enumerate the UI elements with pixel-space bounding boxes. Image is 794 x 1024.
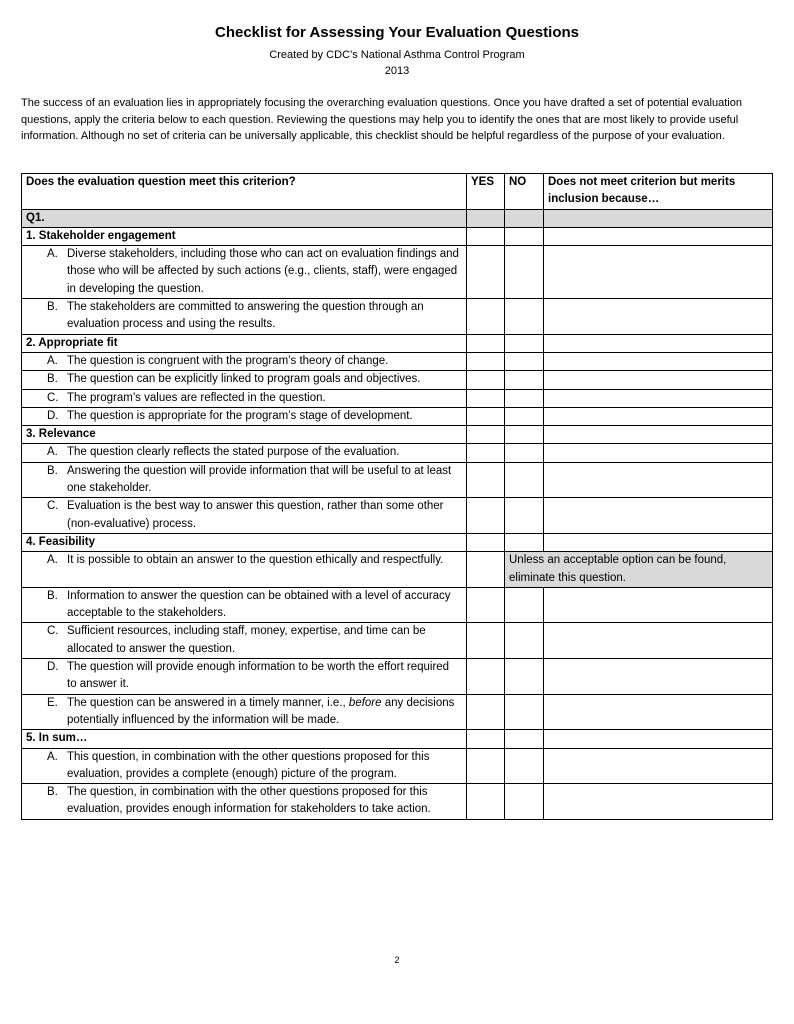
- criterion-text: Evaluation is the best way to answer this question, rather than some other (non-evaluative) process.: [67, 500, 444, 530]
- yes-checkbox-cell[interactable]: [467, 462, 505, 498]
- category-row: [22, 533, 773, 551]
- merits-input-cell[interactable]: [544, 623, 773, 659]
- criterion-row: [22, 444, 773, 462]
- criterion-letter: D.: [47, 661, 59, 674]
- criterion-letter: C.: [47, 500, 59, 513]
- header-criterion: Does the evaluation question meet this criterion?: [22, 174, 467, 210]
- criterion-text: Answering the question will provide information that will be useful to at least one stakeholder.: [67, 464, 452, 495]
- criterion-text: Information to answer the question can be obtained with a level of accuracy acceptable to the stakeholders.: [67, 589, 451, 620]
- category-yes-cell: [467, 334, 505, 352]
- criterion-row: [22, 498, 773, 534]
- yes-checkbox-cell[interactable]: [467, 444, 505, 462]
- merits-input-cell[interactable]: [544, 352, 773, 370]
- table-header-row: [22, 174, 773, 210]
- category-yes-cell: [467, 227, 505, 245]
- criterion-letter: A.: [47, 248, 58, 261]
- criterion-row: [22, 352, 773, 370]
- criterion-cell: [22, 623, 467, 659]
- no-checkbox-cell[interactable]: [505, 659, 544, 695]
- no-checkbox-cell[interactable]: [505, 352, 544, 370]
- criterion-text: It is possible to obtain an answer to the question ethically and respectfully.: [67, 554, 444, 567]
- no-checkbox-cell[interactable]: [505, 444, 544, 462]
- criterion-text: The question, in combination with the other questions proposed for this evaluation, provides enough information for stakeholders to take action.: [67, 786, 431, 816]
- page-title: Checklist for Assessing Your Evaluation Questions: [215, 24, 579, 41]
- category-title: 2. Appropriate fit: [22, 334, 467, 352]
- category-merits-cell: [544, 334, 773, 352]
- criterion-row: [22, 389, 773, 407]
- criterion-cell: [22, 587, 467, 623]
- category-title: 1. Stakeholder engagement: [22, 227, 467, 245]
- criterion-row: [22, 371, 773, 389]
- criterion-letter: A.: [47, 750, 58, 763]
- criterion-letter: B.: [47, 464, 58, 477]
- yes-checkbox-cell[interactable]: [467, 552, 505, 588]
- page-subtitle: Created by CDC’s National Asthma Control Program: [269, 49, 525, 61]
- category-no-cell: [505, 426, 544, 444]
- question-no-cell: [505, 209, 544, 227]
- criterion-row: [22, 299, 773, 335]
- criterion-text-part: The question can be answered in a timely manner, i.e.,: [67, 696, 349, 709]
- no-checkbox-cell[interactable]: [505, 462, 544, 498]
- criterion-letter: A.: [47, 354, 58, 367]
- criterion-cell: [22, 748, 467, 784]
- no-checkbox-cell[interactable]: [505, 246, 544, 299]
- criterion-text: [67, 695, 460, 730]
- criterion-text: The question will provide enough information to be worth the effort required to answer it.: [67, 661, 450, 691]
- criterion-cell: [22, 389, 467, 407]
- criterion-text: Diverse stakeholders, including those who can act on evaluation findings and those who will be affected by such actions (e.g., clients, staff), were engaged in developing the question.: [67, 248, 459, 295]
- category-row: [22, 334, 773, 352]
- no-checkbox-cell[interactable]: [505, 371, 544, 389]
- criterion-text-part: any decisions potentially influenced by the information will be made.: [67, 696, 455, 726]
- merits-input-cell[interactable]: [544, 784, 773, 820]
- criterion-letter: A.: [47, 446, 58, 459]
- criterion-text: This question, in combination with the other questions proposed for this evaluation, provides a complete (enough) picture of the program.: [67, 750, 430, 780]
- yes-checkbox-cell[interactable]: [467, 352, 505, 370]
- criterion-cell: [22, 659, 467, 695]
- yes-checkbox-cell[interactable]: [467, 748, 505, 784]
- merits-input-cell[interactable]: [544, 407, 773, 425]
- category-merits-cell: [544, 730, 773, 748]
- criterion-letter: B.: [47, 589, 58, 602]
- yes-checkbox-cell[interactable]: [467, 389, 505, 407]
- criterion-text: The stakeholders are committed to answering the question through an evaluation process and using the results.: [67, 301, 424, 331]
- yes-checkbox-cell[interactable]: [467, 694, 505, 730]
- criterion-cell: [22, 299, 467, 335]
- category-yes-cell: [467, 426, 505, 444]
- criterion-letter: B.: [47, 301, 58, 314]
- merits-input-cell[interactable]: [544, 659, 773, 695]
- criterion-cell: [22, 246, 467, 299]
- criterion-row: [22, 694, 773, 730]
- intro-paragraph: The success of an evaluation lies in appropriately focusing the overarching evaluation questions. Once you have drafted a set of potential evaluation questions, apply the criteria below to each question. Reviewing the questions may help you to identify the ones that are most likely to provide useful information. Although no set of criteria can be universally applicable, this checklist should be helpful regardless of the purpose of your evaluation.: [21, 97, 742, 142]
- no-checkbox-cell[interactable]: [505, 389, 544, 407]
- category-row: [22, 227, 773, 245]
- page-year: 2013: [384, 65, 410, 77]
- criterion-cell: [22, 462, 467, 498]
- criterion-cell: [22, 694, 467, 730]
- merits-input-cell[interactable]: [544, 444, 773, 462]
- criterion-text: The question is congruent with the program’s theory of change.: [67, 354, 389, 367]
- criterion-cell: [22, 784, 467, 820]
- no-checkbox-cell[interactable]: [505, 748, 544, 784]
- criterion-cell: [22, 407, 467, 425]
- eliminate-note: Unless an acceptable option can be found, eliminate this question.: [505, 552, 773, 588]
- yes-checkbox-cell[interactable]: [467, 784, 505, 820]
- yes-checkbox-cell[interactable]: [467, 371, 505, 389]
- criterion-row: [22, 462, 773, 498]
- page-number: 2: [394, 955, 400, 965]
- merits-input-cell[interactable]: [544, 498, 773, 534]
- criterion-letter: D.: [47, 409, 59, 422]
- yes-checkbox-cell[interactable]: [467, 623, 505, 659]
- criterion-text: The question clearly reflects the stated purpose of the evaluation.: [67, 446, 400, 459]
- yes-checkbox-cell[interactable]: [467, 246, 505, 299]
- criterion-cell: [22, 371, 467, 389]
- criterion-text: The question can be explicitly linked to program goals and objectives.: [67, 373, 421, 386]
- criterion-row: [22, 784, 773, 820]
- category-no-cell: [505, 227, 544, 245]
- criterion-letter: B.: [47, 373, 58, 386]
- merits-input-cell[interactable]: [544, 748, 773, 784]
- criterion-text-emphasis: before: [348, 696, 382, 709]
- criterion-letter: B.: [47, 786, 58, 799]
- criterion-letter: C.: [47, 391, 59, 404]
- category-row: [22, 426, 773, 444]
- merits-input-cell[interactable]: [544, 246, 773, 299]
- criterion-letter: C.: [47, 625, 59, 638]
- no-checkbox-cell[interactable]: [505, 623, 544, 659]
- question-label: Q1.: [22, 209, 467, 227]
- yes-checkbox-cell[interactable]: [467, 659, 505, 695]
- category-no-cell: [505, 334, 544, 352]
- header-merits: Does not meet criterion but merits inclusion because…: [544, 174, 773, 210]
- category-title: 4. Feasibility: [22, 533, 467, 551]
- header-no: NO: [505, 174, 544, 210]
- category-no-cell: [505, 730, 544, 748]
- category-merits-cell: [544, 533, 773, 551]
- yes-checkbox-cell[interactable]: [467, 407, 505, 425]
- no-checkbox-cell[interactable]: [505, 587, 544, 623]
- yes-checkbox-cell[interactable]: [467, 587, 505, 623]
- merits-input-cell[interactable]: [544, 371, 773, 389]
- criterion-letter: A.: [47, 554, 58, 567]
- yes-checkbox-cell[interactable]: [467, 299, 505, 335]
- yes-checkbox-cell[interactable]: [467, 498, 505, 534]
- criterion-cell: [22, 352, 467, 370]
- no-checkbox-cell[interactable]: [505, 299, 544, 335]
- checklist-table: [21, 173, 773, 820]
- criterion-text: The question is appropriate for the program’s stage of development.: [67, 409, 413, 422]
- question-merits-cell: [544, 209, 773, 227]
- no-checkbox-cell[interactable]: [505, 784, 544, 820]
- category-yes-cell: [467, 533, 505, 551]
- merits-input-cell[interactable]: [544, 462, 773, 498]
- question-row: [22, 209, 773, 227]
- criterion-text: The program’s values are reflected in the question.: [67, 391, 326, 404]
- criterion-text: Sufficient resources, including staff, money, expertise, and time can be allocated to answer the question.: [67, 625, 426, 655]
- criterion-row: [22, 659, 773, 695]
- criterion-cell: [22, 498, 467, 534]
- criterion-row: [22, 407, 773, 425]
- category-yes-cell: [467, 730, 505, 748]
- category-title: 5. In sum…: [22, 730, 467, 748]
- question-yes-cell: [467, 209, 505, 227]
- category-title: 3. Relevance: [22, 426, 467, 444]
- merits-input-cell[interactable]: [544, 587, 773, 623]
- criterion-cell: [22, 444, 467, 462]
- no-checkbox-cell[interactable]: [505, 498, 544, 534]
- header-yes: YES: [467, 174, 505, 210]
- criterion-cell: [22, 552, 467, 588]
- criterion-row: [22, 552, 773, 588]
- category-no-cell: [505, 533, 544, 551]
- category-merits-cell: [544, 227, 773, 245]
- category-merits-cell: [544, 426, 773, 444]
- criterion-row: [22, 623, 773, 659]
- merits-input-cell[interactable]: [544, 389, 773, 407]
- merits-input-cell[interactable]: [544, 299, 773, 335]
- no-checkbox-cell[interactable]: [505, 694, 544, 730]
- criterion-row: [22, 748, 773, 784]
- no-checkbox-cell[interactable]: [505, 407, 544, 425]
- criterion-row: [22, 246, 773, 299]
- category-row: [22, 730, 773, 748]
- merits-input-cell[interactable]: [544, 694, 773, 730]
- criterion-row: [22, 587, 773, 623]
- criterion-letter: E.: [47, 696, 58, 709]
